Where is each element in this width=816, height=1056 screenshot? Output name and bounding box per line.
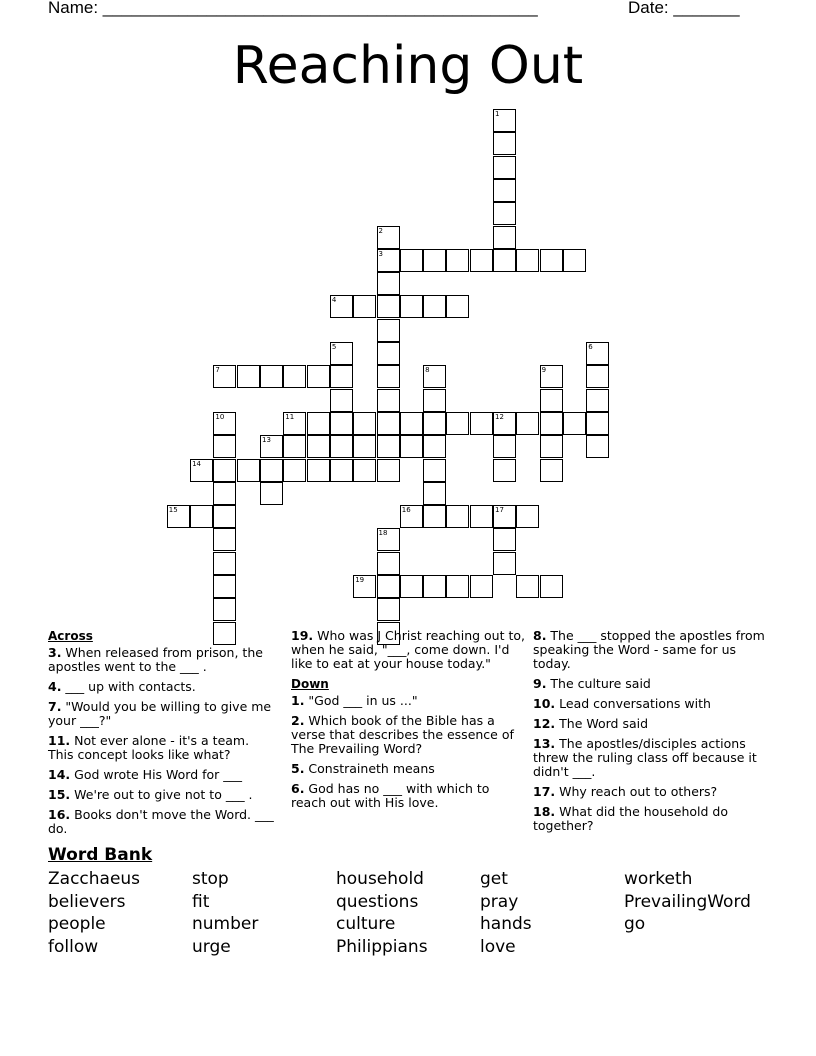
clue-number: 6: [588, 343, 593, 351]
clue-text: The apostles/disciples actions threw the ruling class off because it didn't ___.: [533, 736, 757, 779]
crossword-cell[interactable]: [493, 109, 516, 132]
crossword-cell[interactable]: [423, 249, 446, 272]
crossword-cell[interactable]: [377, 528, 400, 551]
crossword-cell[interactable]: [516, 575, 539, 598]
crossword-cell[interactable]: [377, 412, 400, 435]
crossword-cell[interactable]: [586, 365, 609, 388]
crossword-cell[interactable]: [237, 459, 260, 482]
word-bank-word: hands: [480, 914, 532, 935]
word-bank-word: Zacchaeus: [48, 869, 141, 889]
crossword-cell[interactable]: [423, 389, 446, 412]
word-bank-word: stop: [192, 869, 229, 889]
clue-text: "God ___ in us ...": [304, 693, 418, 708]
crossword-cell[interactable]: [540, 389, 563, 412]
clue-text: God has no ___ with which to reach out with His love.: [291, 781, 490, 810]
crossword-cell[interactable]: [400, 575, 423, 598]
crossword-cell[interactable]: [493, 552, 516, 575]
crossword-cell[interactable]: [283, 459, 306, 482]
clue-number: 11: [285, 412, 295, 421]
clue-text: We're out to give not to ___ .: [70, 787, 253, 802]
crossword-cell[interactable]: [400, 249, 423, 272]
crossword-cell[interactable]: [493, 226, 516, 249]
clue-item: [291, 694, 527, 708]
clues-column-2: [291, 629, 527, 816]
clue-number: 3: [378, 249, 383, 258]
clue-text: Constraineth means: [304, 761, 435, 776]
word-bank-word: fit: [192, 891, 210, 912]
word-bank-word: urge: [192, 937, 231, 958]
clue-number: 10.: [533, 696, 556, 711]
clue-number: 7.: [48, 699, 62, 714]
crossword-cell[interactable]: [493, 459, 516, 482]
across-heading: Across: [48, 629, 93, 643]
crossword-cell[interactable]: [540, 249, 563, 272]
crossword-cell[interactable]: [493, 528, 516, 551]
clue-number: 2: [378, 226, 383, 235]
crossword-cell[interactable]: [213, 459, 236, 482]
crossword-cell[interactable]: [470, 249, 493, 272]
clue-number: 17.: [533, 784, 556, 799]
page-title: Reaching Out: [232, 36, 584, 96]
clue-text: Lead conversations with: [555, 696, 711, 711]
crossword-cell[interactable]: [493, 435, 516, 458]
clue-number: 17: [495, 506, 504, 515]
crossword-cell[interactable]: [423, 575, 446, 598]
crossword-cell[interactable]: [330, 342, 353, 365]
clue-number: 15.: [48, 787, 71, 802]
crossword-cell[interactable]: [377, 365, 400, 388]
clue-number: 9.: [533, 676, 547, 691]
word-bank-column: [336, 868, 428, 959]
clue-number: 19: [355, 576, 365, 584]
crossword-cell[interactable]: [446, 249, 469, 272]
clue-number: 8.: [533, 628, 547, 643]
crossword-cell[interactable]: [330, 459, 353, 482]
crossword-cell[interactable]: [400, 295, 423, 318]
crossword-cell[interactable]: [540, 435, 563, 458]
clue-item: [533, 697, 769, 711]
word-bank-column: [48, 868, 140, 959]
crossword-cell[interactable]: [283, 365, 306, 388]
crossword-cell[interactable]: [307, 459, 330, 482]
crossword-cell[interactable]: [446, 412, 469, 435]
crossword-cell[interactable]: [260, 435, 283, 458]
crossword-cell[interactable]: [423, 505, 446, 528]
clue-number: 18: [378, 529, 388, 538]
crossword-cell[interactable]: [493, 179, 516, 202]
crossword-cell[interactable]: [330, 412, 353, 435]
word-bank-title: Word Bank: [48, 845, 153, 865]
crossword-cell[interactable]: [377, 459, 400, 482]
crossword-cell[interactable]: [330, 435, 353, 458]
crossword-cell[interactable]: [540, 459, 563, 482]
crossword-cell[interactable]: [237, 365, 260, 388]
clue-number: 13.: [533, 736, 556, 751]
crossword-cell[interactable]: [400, 435, 423, 458]
clue-text: ___ up with contacts.: [61, 679, 196, 694]
crossword-cell[interactable]: [493, 202, 516, 225]
word-bank-column: [624, 868, 751, 936]
crossword-cell[interactable]: [540, 365, 563, 388]
clue-item: [533, 677, 769, 691]
clue-number: 12: [495, 412, 504, 421]
clue-number: 4: [331, 296, 337, 305]
crossword-cell[interactable]: [423, 412, 446, 435]
crossword-cell[interactable]: [470, 575, 493, 598]
clue-number: 3.: [48, 645, 62, 660]
crossword-cell[interactable]: [213, 412, 236, 435]
crossword-cell[interactable]: [213, 435, 236, 458]
crossword-cell[interactable]: [377, 295, 400, 318]
down-heading: Down: [291, 677, 329, 691]
clue-number: 1.: [291, 693, 305, 708]
clue-item: [48, 768, 274, 782]
crossword-cell[interactable]: [586, 342, 609, 365]
crossword-cell[interactable]: [213, 575, 236, 598]
clue-text: Who was J Christ reaching out to, when he said, "___, come down. I'd like to eat at your house today.": [291, 628, 525, 671]
word-bank-column: [192, 868, 258, 959]
crossword-cell[interactable]: [307, 435, 330, 458]
word-bank-word: worketh: [624, 869, 693, 889]
clue-text: God wrote His Word for ___: [70, 767, 243, 782]
crossword-cell[interactable]: [260, 482, 283, 505]
crossword-cell[interactable]: [493, 505, 516, 528]
clue-number: 11.: [48, 733, 71, 748]
word-bank-word: pray: [480, 891, 519, 912]
crossword-cell[interactable]: [330, 365, 353, 388]
crossword-cell[interactable]: [353, 295, 376, 318]
clue-item: [291, 762, 527, 776]
word-bank-word: love: [480, 937, 516, 958]
clues-column-3: [533, 629, 769, 839]
clue-number: 1: [495, 110, 500, 118]
clue-number: 19.: [291, 628, 314, 643]
crossword-cell[interactable]: [377, 575, 400, 598]
crossword-cell[interactable]: [353, 412, 376, 435]
crossword-cell[interactable]: [190, 459, 213, 482]
word-bank-column: [480, 868, 532, 959]
crossword-cell[interactable]: [540, 575, 563, 598]
clue-text: When released from prison, the apostles went to the ___ .: [48, 645, 263, 674]
crossword-cell[interactable]: [423, 435, 446, 458]
clue-number: 16: [401, 506, 411, 515]
clue-item: [48, 680, 274, 694]
date-field-label: Date: _______: [628, 0, 740, 17]
crossword-cell[interactable]: [377, 272, 400, 295]
crossword-cell[interactable]: [423, 295, 446, 318]
clue-item: [291, 629, 527, 671]
clue-item: [48, 788, 274, 802]
clue-number: 14.: [48, 767, 71, 782]
crossword-cell[interactable]: [446, 575, 469, 598]
crossword-cell[interactable]: [516, 249, 539, 272]
clue-item: [48, 646, 274, 674]
crossword-cell[interactable]: [493, 249, 516, 272]
clue-item: [48, 734, 274, 762]
down-clue-list-cont: [533, 629, 769, 833]
crossword-cell[interactable]: [377, 435, 400, 458]
clue-text: "Would you be willing to give me your ___?": [48, 699, 272, 728]
clue-item: [533, 737, 769, 779]
across-clue-list: [48, 646, 274, 836]
word-bank-word: household: [336, 869, 424, 889]
crossword-cell[interactable]: [377, 598, 400, 621]
clue-number: 16.: [48, 807, 71, 822]
crossword-cell[interactable]: [260, 459, 283, 482]
clue-item: [48, 808, 274, 836]
clue-number: 6.: [291, 781, 305, 796]
clue-text: Books don't move the Word. ___ do.: [48, 807, 274, 836]
crossword-cell[interactable]: [283, 412, 306, 435]
clue-item: [291, 782, 527, 810]
crossword-cell[interactable]: [586, 389, 609, 412]
crossword-cell[interactable]: [213, 365, 236, 388]
crossword-cell[interactable]: [493, 156, 516, 179]
crossword-cell[interactable]: [377, 249, 400, 272]
clue-text: Why reach out to others?: [555, 784, 718, 799]
clue-number: 12.: [533, 716, 556, 731]
clue-number: 5: [331, 343, 337, 351]
word-bank-word: believers: [48, 891, 126, 912]
clue-text: Which book of the Bible has a verse that describes the essence of The Prevailing Word?: [291, 713, 514, 756]
clue-text: What did the household do together?: [533, 804, 728, 833]
crossword-cell[interactable]: [423, 365, 446, 388]
clue-number: 13: [262, 436, 271, 445]
crossword-cell[interactable]: [400, 412, 423, 435]
crossword-cell[interactable]: [377, 342, 400, 365]
clue-number: 5.: [291, 761, 305, 776]
word-bank-word: PrevailingWord: [624, 891, 751, 912]
clue-number: 9: [541, 366, 547, 375]
crossword-cell[interactable]: [213, 552, 236, 575]
crossword-cell[interactable]: [213, 528, 236, 551]
word-bank-word: number: [192, 914, 259, 935]
clue-item: [533, 629, 769, 671]
clue-item: [533, 717, 769, 731]
crossword-cell[interactable]: [516, 505, 539, 528]
clue-text: The culture said: [546, 676, 651, 691]
crossword-cell[interactable]: [330, 389, 353, 412]
crossword-cell[interactable]: [377, 319, 400, 342]
word-bank-word: questions: [336, 891, 419, 912]
crossword-cell[interactable]: [563, 249, 586, 272]
crossword-cell[interactable]: [353, 459, 376, 482]
crossword-cell[interactable]: [586, 412, 609, 435]
clue-number: 4.: [48, 679, 62, 694]
down-clue-list: [291, 694, 527, 810]
crossword-cell[interactable]: [330, 295, 353, 318]
across-clue-list-cont: [291, 629, 527, 671]
crossword-cell[interactable]: [283, 435, 306, 458]
clue-number: 10: [215, 412, 225, 421]
clue-number: 8: [425, 366, 430, 375]
clue-item: [48, 700, 274, 728]
crossword-cell[interactable]: [493, 132, 516, 155]
crossword-cell[interactable]: [260, 365, 283, 388]
crossword-cell[interactable]: [167, 505, 190, 528]
clue-item: [291, 714, 527, 756]
crossword-cell[interactable]: [446, 505, 469, 528]
clue-number: 14: [192, 459, 202, 468]
crossword-cell[interactable]: [540, 412, 563, 435]
word-bank-word: go: [624, 914, 646, 935]
clue-text: The Word said: [555, 716, 649, 731]
crossword-cell[interactable]: [470, 412, 493, 435]
clue-item: [533, 805, 769, 833]
crossword-cell[interactable]: [353, 575, 376, 598]
word-bank-word: Philippians: [336, 937, 428, 958]
clue-number: 15: [168, 506, 178, 515]
crossword-cell[interactable]: [213, 598, 236, 621]
word-bank-word: get: [480, 869, 508, 889]
clue-item: [533, 785, 769, 799]
crossword-cell[interactable]: [423, 459, 446, 482]
crossword-cell[interactable]: [213, 505, 236, 528]
word-bank-word: people: [48, 914, 106, 935]
crossword-cell[interactable]: [307, 365, 330, 388]
word-bank-word: follow: [48, 937, 99, 958]
crossword-cell[interactable]: [470, 505, 493, 528]
clue-text: The ___ stopped the apostles from speaking the Word - same for us today.: [533, 628, 765, 671]
name-field-label: Name: ______________________________________________: [48, 0, 538, 17]
crossword-cell[interactable]: [377, 226, 400, 249]
crossword-cell[interactable]: [190, 505, 213, 528]
crossword-cell[interactable]: [377, 552, 400, 575]
crossword-cell[interactable]: [586, 435, 609, 458]
crossword-cell[interactable]: [377, 389, 400, 412]
crossword-cell[interactable]: [563, 412, 586, 435]
clues-column-1: [48, 629, 274, 842]
crossword-cell[interactable]: [423, 482, 446, 505]
clue-number: 18.: [533, 804, 556, 819]
crossword-cell[interactable]: [446, 295, 469, 318]
word-bank-word: culture: [336, 914, 396, 935]
clue-text: Not ever alone - it's a team. This concept looks like what?: [48, 733, 250, 762]
crossword-cell[interactable]: [307, 412, 330, 435]
crossword-cell[interactable]: [353, 435, 376, 458]
crossword-cell[interactable]: [400, 505, 423, 528]
crossword-cell[interactable]: [516, 412, 539, 435]
crossword-cell[interactable]: [213, 482, 236, 505]
clue-number: 7: [215, 366, 220, 375]
clue-number: 2.: [291, 713, 305, 728]
crossword-cell[interactable]: [493, 412, 516, 435]
